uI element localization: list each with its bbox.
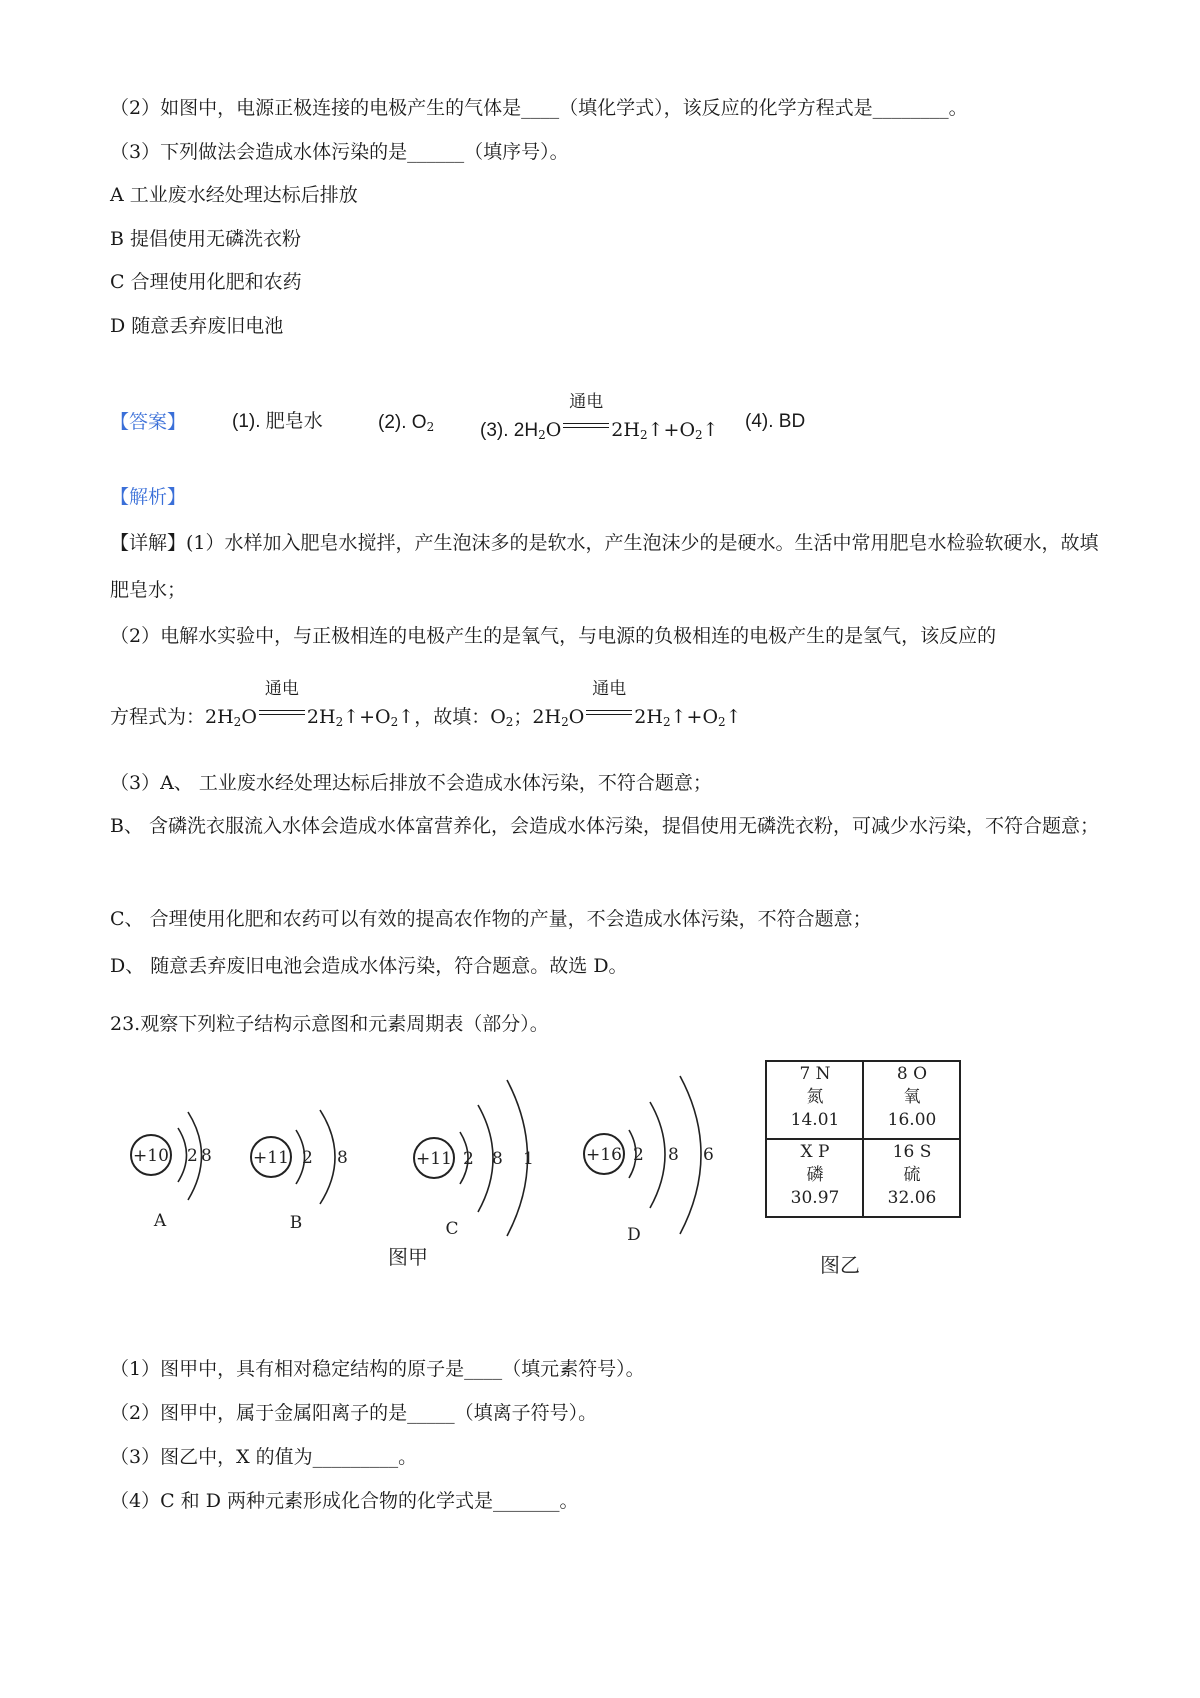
svg-text:+16: +16: [586, 1145, 622, 1165]
cell-sulfur: 16 S 硫 32.06: [887, 1142, 937, 1208]
svg-text:+10: +10: [133, 1146, 169, 1166]
cell-oxygen: 8 O 氧 16.00: [887, 1064, 937, 1130]
reaction-condition: 通电: [563, 408, 609, 436]
analysis-3b: B、 含磷洗衣服流入水体会造成水体富营养化，会造成水体污染，提倡使用无磷洗衣粉，可减少水污染，不符合题意；: [110, 815, 1100, 837]
svg-text:A: A: [153, 1211, 167, 1231]
analysis-detail-1: 【详解】(1）水样加入肥皂水搅拌，产生泡沫多的是软水，产生泡沫少的是硬水。生活中常用肥皂水检验软硬水，故填肥皂水；: [110, 532, 1099, 601]
svg-text:2: 2: [633, 1145, 644, 1165]
option-b: B 提倡使用无磷洗衣粉: [110, 228, 302, 250]
answer-item-1: (1). 肥皂水: [232, 411, 323, 432]
svg-text:2: 2: [463, 1149, 474, 1169]
figure-b-caption: 图乙: [820, 1253, 860, 1277]
option-c: C 合理使用化肥和农药: [110, 271, 302, 293]
q23-sub-1: （1）图甲中，具有相对稳定结构的原子是____（填元素符号）。: [110, 1358, 645, 1380]
svg-text:D: D: [627, 1225, 641, 1245]
answer-item-4: (4). BD: [745, 411, 806, 432]
particle-diagrams: [0, 1050, 1200, 1280]
svg-text:C: C: [445, 1219, 459, 1239]
analysis-3d: D、 随意丢弃废旧电池会造成水体污染，符合题意。故选 D。: [110, 955, 628, 977]
cell-nitrogen: 7 N 氮 14.01: [790, 1064, 840, 1130]
svg-text:2: 2: [187, 1146, 198, 1166]
question-23-title: 23.观察下列粒子结构示意图和元素周期表（部分）。: [110, 1013, 549, 1035]
answer-item-3: (3). $2H_2O$ 通电 $2H_2↑+O_2↑$: [480, 392, 719, 442]
periodic-table-snippet: [765, 1060, 961, 1218]
reaction-condition: 通电: [586, 695, 632, 723]
svg-text:6: 6: [703, 1145, 714, 1165]
question-3-line: （3）下列做法会造成水体污染的是______（填序号）。: [110, 141, 569, 163]
analysis-3c: C、 合理使用化肥和农药可以有效的提高农作物的产量，不会造成水体污染，不符合题意；: [110, 908, 872, 930]
option-a: A 工业废水经处理达标后排放: [110, 184, 358, 206]
svg-text:+11: +11: [253, 1148, 289, 1168]
figure-a-caption: 图甲: [388, 1245, 428, 1269]
atom-a: [131, 1112, 212, 1231]
cell-phosphorus: X P 磷 30.97: [790, 1142, 840, 1208]
svg-text:+11: +11: [416, 1149, 452, 1169]
svg-text:8: 8: [668, 1145, 679, 1165]
analysis-3a: （3）A、 工业废水经处理达标后排放不会造成水体污染，不符合题意；: [110, 772, 712, 794]
atom-d: [584, 1076, 714, 1245]
analysis-detail-2: （2）电解水实验中，与正极相连的电极产生的是氧气，与电源的负极相连的电极产生的是氢气，该反应的: [110, 625, 997, 647]
question-2-line: （2）如图中，电源正极连接的电极产生的气体是____（填化学式），该反应的化学方程式是________。: [110, 97, 968, 119]
analysis-tag: 【解析】: [110, 486, 187, 508]
svg-text:8: 8: [492, 1149, 503, 1169]
atom-b: [251, 1110, 348, 1233]
q23-sub-3: （3）图乙中，X 的值为_________。: [110, 1446, 418, 1468]
atom-c: [414, 1080, 534, 1239]
particle-figure: [0, 1050, 1200, 1280]
svg-text:8: 8: [201, 1146, 212, 1166]
q23-sub-2: （2）图甲中，属于金属阳离子的是_____（填离子符号）。: [110, 1402, 598, 1424]
answer-item-2: (2). $O_2$: [378, 412, 435, 434]
svg-text:8: 8: [337, 1148, 348, 1168]
svg-text:1: 1: [523, 1149, 534, 1169]
answer-tag: 【答案】: [110, 411, 187, 433]
analysis-equation-line: 方程式为：$2H_2O$ 通电 $2H_2↑+O_2↑$，故填：$O_2$；$2H_2O$ 通电 $2H_2↑+O_2↑$: [110, 679, 742, 729]
svg-text:B: B: [289, 1213, 303, 1233]
reaction-condition: 通电: [259, 695, 305, 723]
svg-text:2: 2: [302, 1148, 313, 1168]
q23-sub-4: （4）C 和 D 两种元素形成化合物的化学式是_______。: [110, 1490, 579, 1512]
option-d: D 随意丢弃废旧电池: [110, 315, 284, 337]
